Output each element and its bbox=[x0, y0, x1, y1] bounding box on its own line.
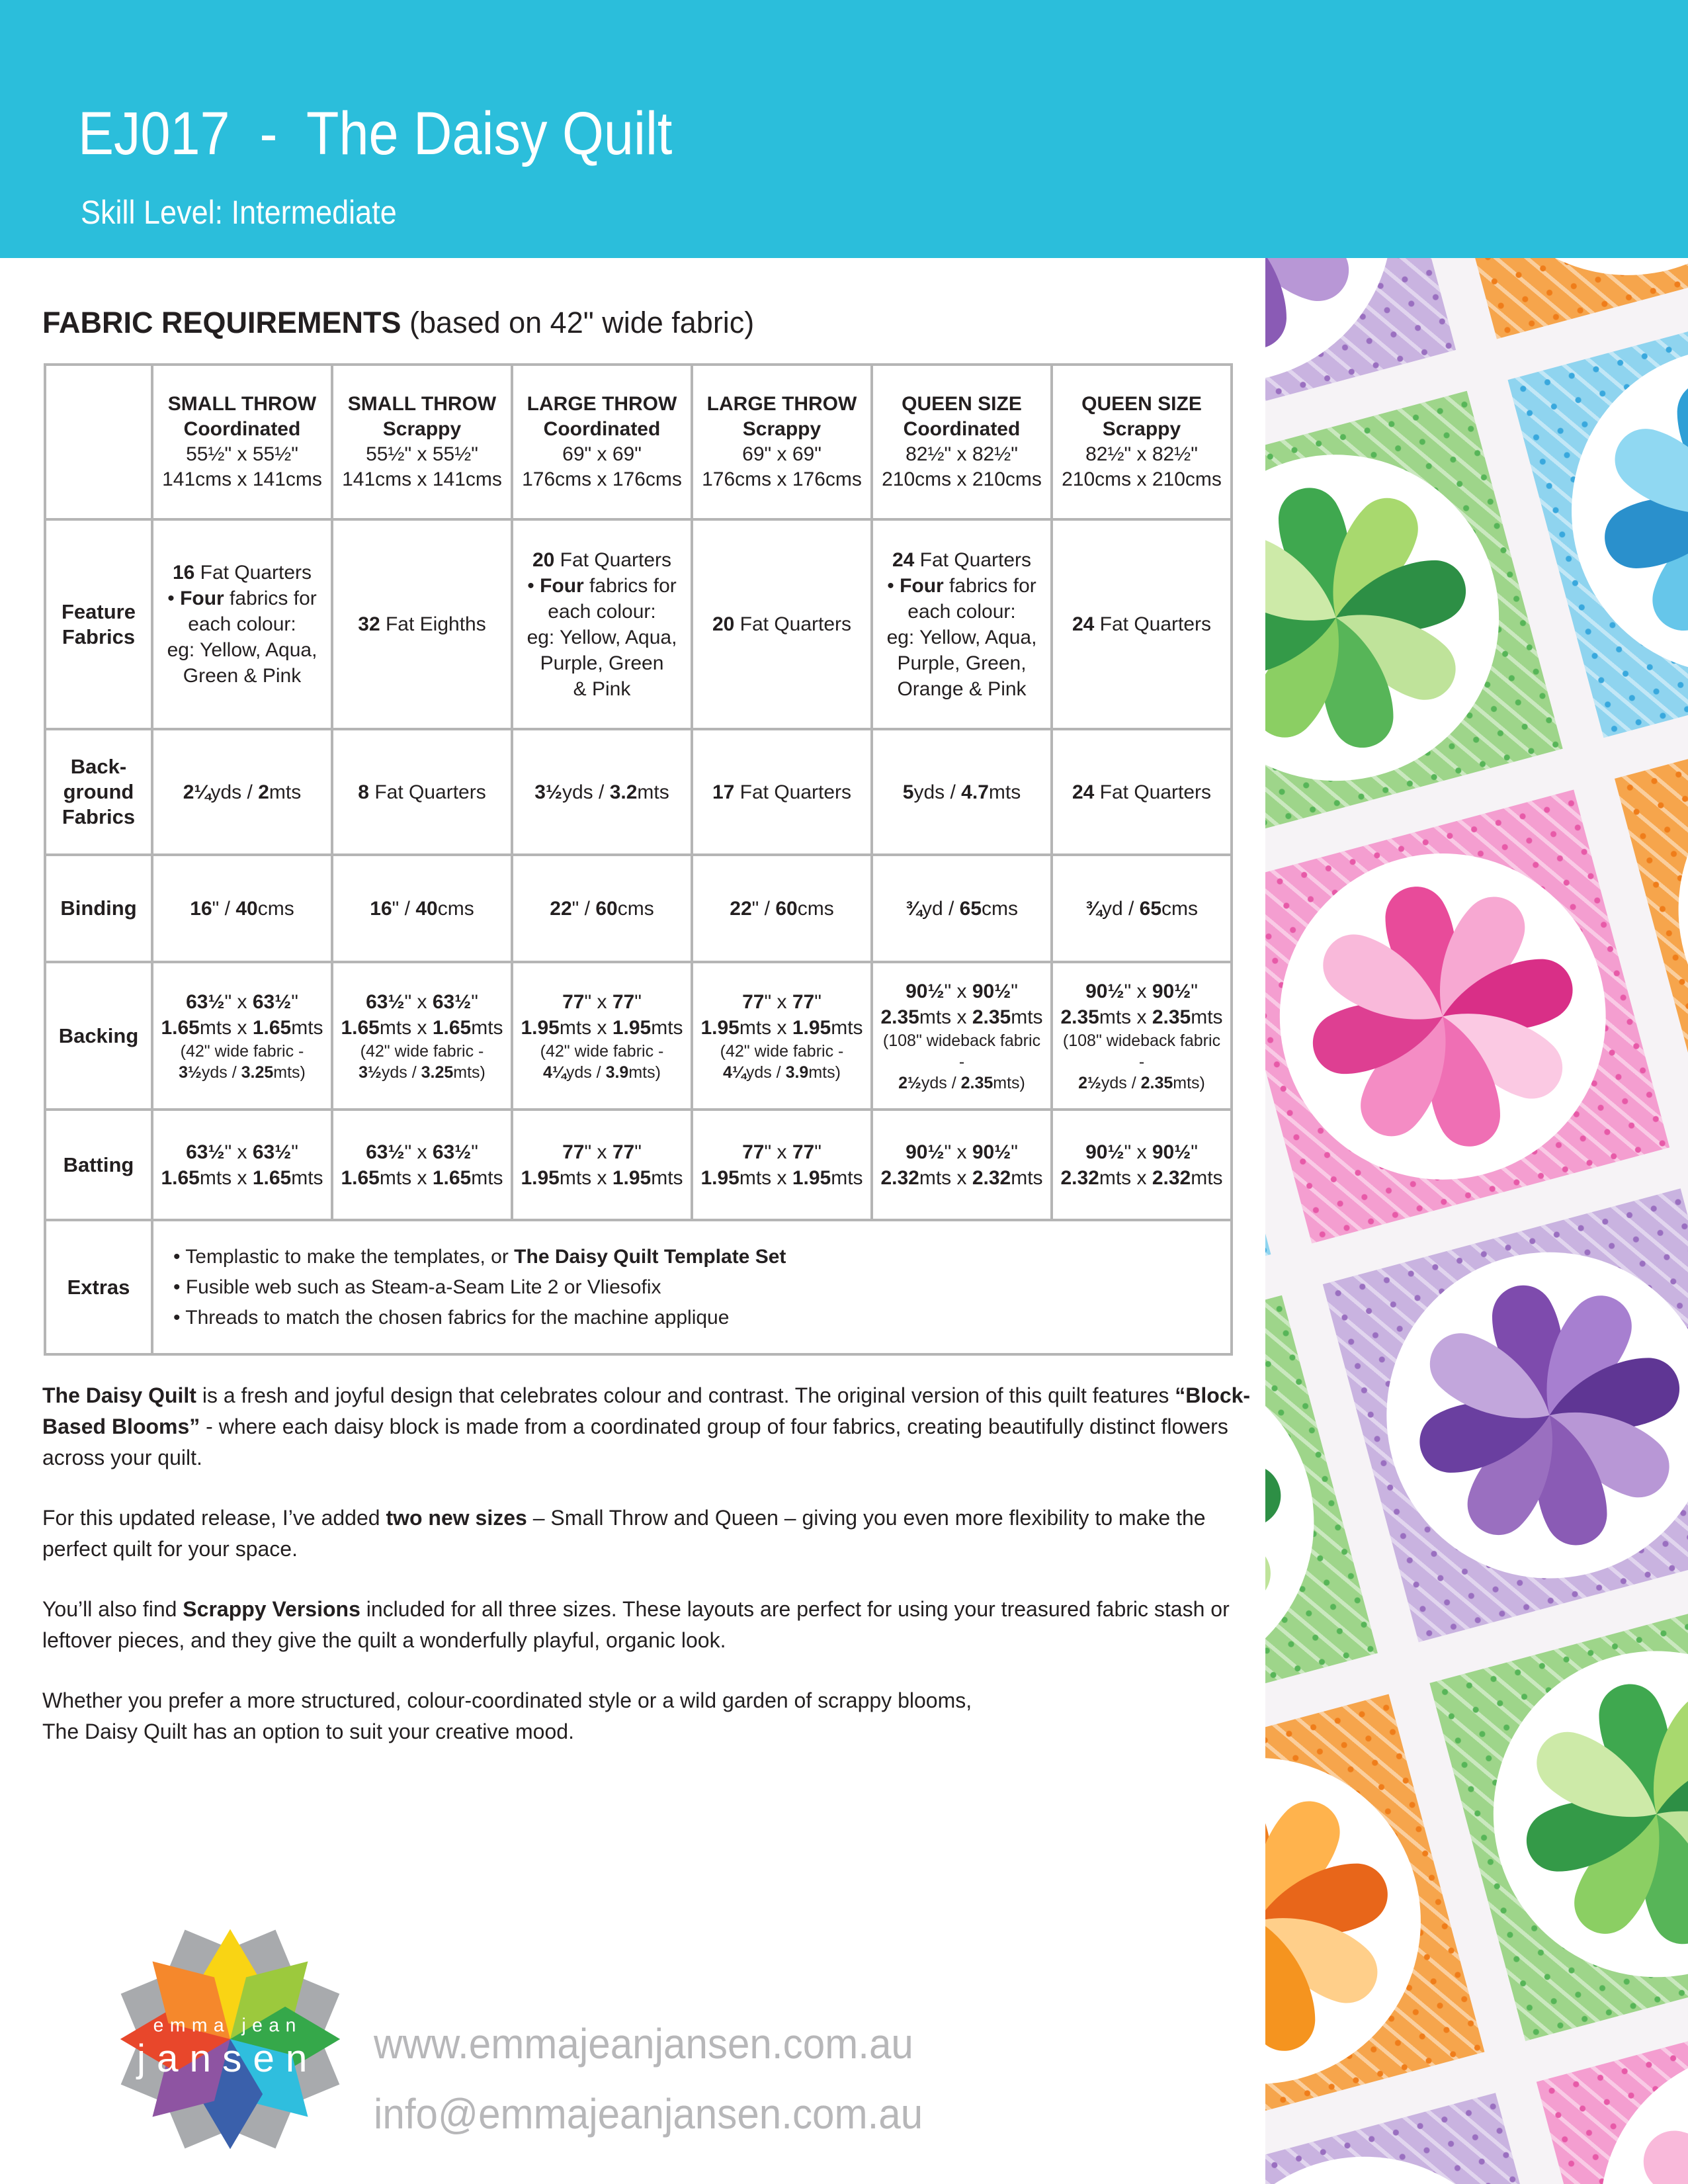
table-cell: 16" / 40cms bbox=[332, 855, 512, 962]
table-cell: 90½" x 90½" 2.35mts x 2.35mts (108" wideback fabric - 2½yds / 2.35mts) bbox=[872, 962, 1052, 1110]
table-cell: 77" x 77" 1.95mts x 1.95mts bbox=[512, 1110, 692, 1220]
table-corner-cell bbox=[45, 365, 152, 519]
row-label: Batting bbox=[45, 1110, 152, 1220]
table-cell: 63½" x 63½" 1.65mts x 1.65mts (42" wide fabric - 3½yds / 3.25mts) bbox=[152, 962, 332, 1110]
extras-cell: • Templastic to make the templates, or The Daisy Quilt Template Set • Fusible web such as Steam-a-Seam Lite 2 or Vliesofix • Threads to match the chosen fabrics for the machine applique bbox=[152, 1220, 1232, 1354]
daisy-block-pink bbox=[1265, 789, 1669, 1243]
email-link[interactable]: info@emmajeanjansen.com.au bbox=[374, 2090, 923, 2138]
column-header-small-throw-scrappy: SMALL THROW Scrappy 55½" x 55½" 141cms x 141cms bbox=[332, 365, 512, 519]
quilt-blocks bbox=[1265, 258, 1688, 2184]
table-cell: 17 Fat Quarters bbox=[692, 729, 872, 855]
quilt-photo bbox=[1265, 258, 1688, 2184]
table-cell: 90½" x 90½" 2.35mts x 2.35mts (108" wideback fabric - 2½yds / 2.35mts) bbox=[1052, 962, 1232, 1110]
table-cell: 63½" x 63½" 1.65mts x 1.65mts bbox=[332, 1110, 512, 1220]
table-cell: ¾yd / 65cms bbox=[1052, 855, 1232, 962]
row-label: Backing bbox=[45, 962, 152, 1110]
row-label: Feature Fabrics bbox=[45, 519, 152, 729]
description-paragraph: Whether you prefer a more structured, colour-coordinated style or a wild garden of scrappy blooms, The Daisy Quilt has an option to suit your creative mood. bbox=[42, 1688, 972, 1743]
column-header-large-throw-coordinated: LARGE THROW Coordinated 69" x 69" 176cms x 176cms bbox=[512, 365, 692, 519]
column-header-small-throw-coordinated: SMALL THROW Coordinated 55½" x 55½" 141cms x 141cms bbox=[152, 365, 332, 519]
column-header-large-throw-scrappy: LARGE THROW Scrappy 69" x 69" 176cms x 176cms bbox=[692, 365, 872, 519]
table-cell: 90½" x 90½" 2.32mts x 2.32mts bbox=[872, 1110, 1052, 1220]
website-link[interactable]: www.emmajeanjansen.com.au bbox=[374, 2020, 913, 2068]
row-label: Back- ground Fabrics bbox=[45, 729, 152, 855]
table-cell: 22" / 60cms bbox=[692, 855, 872, 962]
table-cell: 24 Fat Quarters • Four fabrics for each colour: eg: Yellow, Aqua, Purple, Green, Orange & Pink bbox=[872, 519, 1052, 729]
table-cell: 8 Fat Quarters bbox=[332, 729, 512, 855]
row-label: Binding bbox=[45, 855, 152, 962]
contact-block bbox=[374, 2018, 923, 2158]
table-cell: 5yds / 4.7mts bbox=[872, 729, 1052, 855]
fabric-table-body bbox=[45, 365, 1232, 1354]
table-cell: 16 Fat Quarters • Four fabrics for each colour: eg: Yellow, Aqua, Green & Pink bbox=[152, 519, 332, 729]
skill-level-label: Skill Level: Intermediate bbox=[81, 194, 397, 231]
heading-normal-text: (based on 42" wide fabric) bbox=[401, 306, 755, 339]
table-cell: 63½" x 63½" 1.65mts x 1.65mts bbox=[152, 1110, 332, 1220]
logo-text-top: emma jean bbox=[153, 2015, 302, 2036]
table-cell: 32 Fat Eighths bbox=[332, 519, 512, 729]
table-cell: 77" x 77" 1.95mts x 1.95mts (42" wide fabric - 4¼yds / 3.9mts) bbox=[512, 962, 692, 1110]
page-title: EJ017 - The Daisy Quilt bbox=[78, 100, 673, 167]
column-header-queen-size-coordinated: QUEEN SIZE Coordinated 82½" x 82½" 210cms x 210cms bbox=[872, 365, 1052, 519]
table-cell: 22" / 60cms bbox=[512, 855, 692, 962]
logo-text-bottom: jansen bbox=[136, 2037, 319, 2081]
table-cell: 24 Fat Quarters bbox=[1052, 519, 1232, 729]
table-cell: 20 Fat Quarters bbox=[692, 519, 872, 729]
row-label-extras: Extras bbox=[45, 1220, 152, 1354]
fabric-requirements-heading bbox=[42, 306, 754, 340]
table-cell: 2¼yds / 2mts bbox=[152, 729, 332, 855]
emma-jean-jansen-logo bbox=[105, 1927, 356, 2152]
table-cell: 3½yds / 3.2mts bbox=[512, 729, 692, 855]
daisy-block-green bbox=[1265, 391, 1563, 845]
table-cell: 90½" x 90½" 2.32mts x 2.32mts bbox=[1052, 1110, 1232, 1220]
table-cell: 16" / 40cms bbox=[152, 855, 332, 962]
daisy-block-green bbox=[1429, 1587, 1688, 2041]
fabric-requirements-table bbox=[44, 363, 1233, 1356]
description-paragraph: You’ll also find Scrappy Versions included for all three sizes. These layouts are perfect for using your treasured fabric stash or leftover pieces, and they give the quilt a wonderfully playful, organic look. bbox=[42, 1597, 1230, 1652]
table-cell: 24 Fat Quarters bbox=[1052, 729, 1232, 855]
table-cell: 77" x 77" 1.95mts x 1.95mts (42" wide fabric - 4¼yds / 3.9mts) bbox=[692, 962, 872, 1110]
table-cell: ¾yd / 65cms bbox=[872, 855, 1052, 962]
header-band bbox=[0, 0, 1688, 258]
column-header-queen-size-scrappy: QUEEN SIZE Scrappy 82½" x 82½" 210cms x 210cms bbox=[1052, 365, 1232, 519]
table-cell: 20 Fat Quarters • Four fabrics for each colour: eg: Yellow, Aqua, Purple, Green & Pink bbox=[512, 519, 692, 729]
daisy-block-purple bbox=[1323, 1188, 1688, 1642]
star-logo-icon bbox=[105, 1927, 356, 2152]
description bbox=[42, 1380, 1262, 1776]
table-cell: 63½" x 63½" 1.65mts x 1.65mts (42" wide fabric - 3½yds / 3.25mts) bbox=[332, 962, 512, 1110]
description-paragraph: The Daisy Quilt is a fresh and joyful design that celebrates colour and contrast. The original version of this quilt features “Block-Based Blooms” - where each daisy block is made from a coordinated group of four fabrics, creating beautifully distinct flowers across your quilt. bbox=[42, 1383, 1251, 1469]
description-paragraph: For this updated release, I’ve added two new sizes – Small Throw and Queen – giving you even more flexibility to make the perfect quilt for your space. bbox=[42, 1506, 1206, 1561]
table-cell: 77" x 77" 1.95mts x 1.95mts bbox=[692, 1110, 872, 1220]
heading-bold-text: FABRIC REQUIREMENTS bbox=[42, 306, 401, 339]
